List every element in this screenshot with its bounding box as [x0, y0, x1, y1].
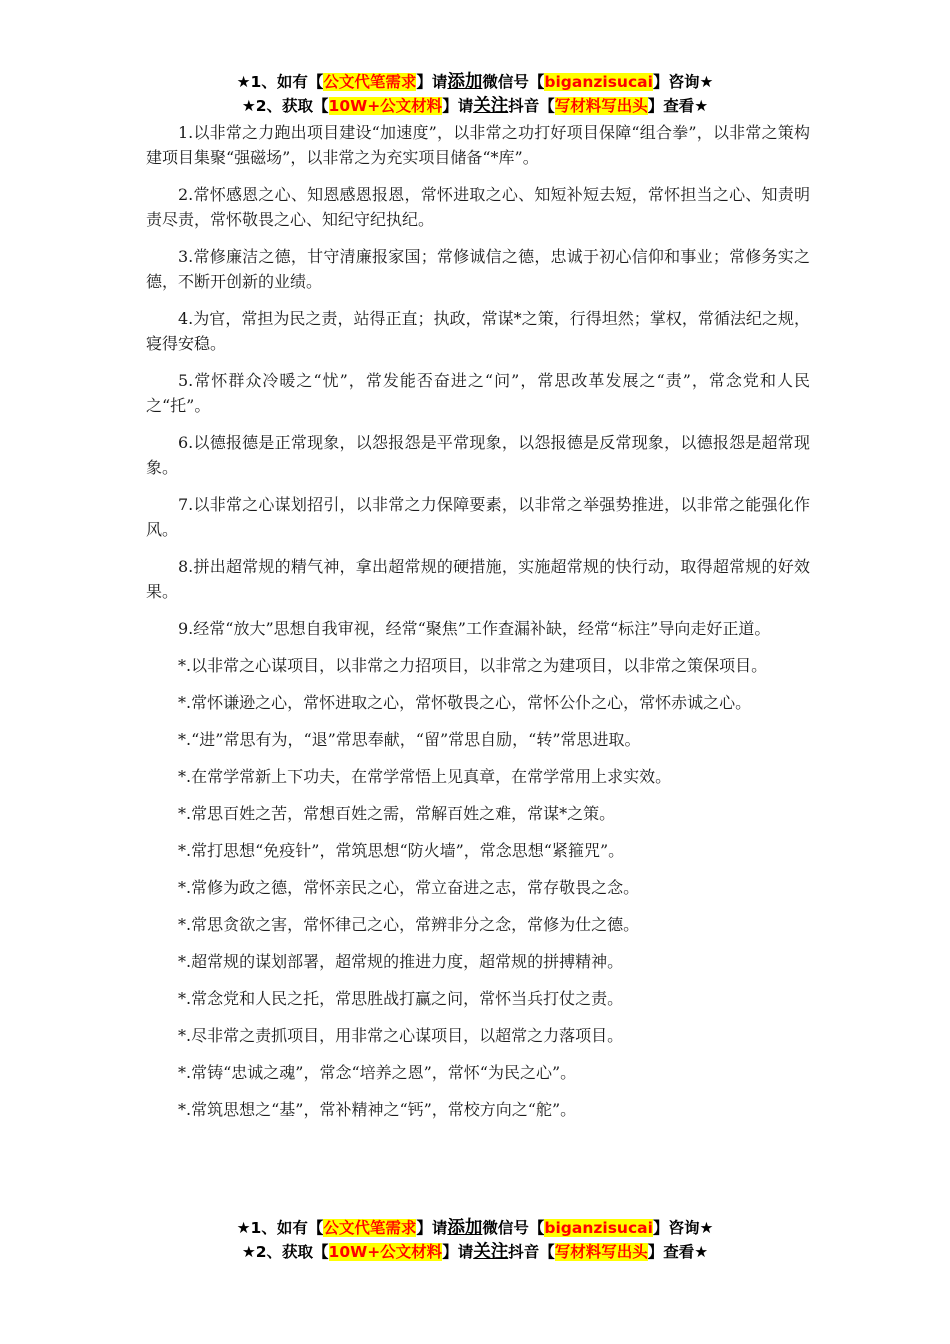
- banner-line-2: [0, 1240, 950, 1264]
- banner-emphasis: 关注: [473, 1242, 509, 1262]
- paragraph: 9.经常“放大”思想自我审视，经常“聚焦”工作查漏补缺，经常“标注”导向走好正道。: [178, 619, 771, 638]
- banner-text: ★2、获取【: [241, 97, 329, 115]
- paragraph: 7.以非常之心谋划招引，以非常之力保障要素，以非常之举强势推进，以非常之能强化作风。: [146, 495, 810, 539]
- paragraph: 5.常怀群众冷暖之“忧”，常发能否奋进之“问”，常思改革发展之“责”，常念党和人民之“托”。: [146, 371, 810, 415]
- header-banner: [0, 70, 950, 118]
- footer-banner: [0, 1216, 950, 1264]
- paragraph: *.常打思想“免疫针”，常筑思想“防火墙”，常念思想“紧箍咒”。: [178, 841, 625, 860]
- paragraph: 1.以非常之力跑出项目建设“加速度”，以非常之功打好项目保障“组合拳”，以非常之策构建项目集聚“强磁场”，以非常之为充实项目储备“*库”。: [146, 123, 810, 167]
- paragraph: *.以非常之心谋项目，以非常之力招项目，以非常之为建项目，以非常之策保项目。: [178, 656, 768, 675]
- paragraph: 2.常怀感恩之心、知恩感恩报恩，常怀进取之心、知短补短去短，常怀担当之心、知责明责尽责，常怀敬畏之心、知纪守纪执纪。: [146, 185, 810, 229]
- paragraph: 3.常修廉洁之德，甘守清廉报家国；常修诚信之德，忠诚于初心信仰和事业；常修务实之德，不断开创新的业绩。: [146, 247, 810, 291]
- highlight-douyin-account: 写材料写出头: [554, 97, 648, 115]
- banner-line-2: [0, 94, 950, 118]
- banner-line-1: [0, 1216, 950, 1240]
- banner-text: 】请: [442, 1243, 474, 1261]
- document-body: [146, 120, 810, 1134]
- paragraph: *.“进”常思有为，“退”常思奉献，“留”常思自励，“转”常思进取。: [178, 730, 641, 749]
- highlight-materials: 10W+公文材料: [328, 97, 443, 115]
- paragraph: *.在常学常新上下功夫，在常学常悟上见真章，在常学常用上求实效。: [178, 767, 672, 786]
- banner-line-1: [0, 70, 950, 94]
- banner-text: 】请: [416, 73, 448, 91]
- paragraph: *.常思百姓之苦，常想百姓之需，常解百姓之难，常谋*之策。: [178, 804, 616, 823]
- paragraph: *.常铸“忠诚之魂”，常念“培养之恩”，常怀“为民之心”。: [178, 1063, 577, 1082]
- paragraph: *.常怀谦逊之心，常怀进取之心，常怀敬畏之心，常怀公仆之心，常怀赤诚之心。: [178, 693, 752, 712]
- banner-text: 抖音【: [508, 1243, 555, 1261]
- banner-emphasis: 添加: [447, 1218, 483, 1238]
- paragraph: *.常修为政之德，常怀亲民之心，常立奋进之志，常存敬畏之念。: [178, 878, 640, 897]
- banner-text: 微信号【: [482, 1219, 545, 1237]
- banner-text: 】查看★: [647, 1243, 709, 1261]
- banner-text: ★2、获取【: [241, 1243, 329, 1261]
- paragraph: *.常思贪欲之害，常怀律己之心，常辨非分之念，常修为仕之德。: [178, 915, 640, 934]
- paragraph: *.常筑思想之“基”，常补精神之“钙”，常校方向之“舵”。: [178, 1100, 577, 1119]
- banner-text: 】咨询★: [652, 73, 714, 91]
- paragraph: *.超常规的谋划部署，超常规的推进力度，超常规的拼搏精神。: [178, 952, 624, 971]
- banner-text: 】请: [442, 97, 474, 115]
- banner-text: ★1、如有【: [236, 73, 324, 91]
- banner-text: 微信号【: [482, 73, 545, 91]
- highlight-service: 公文代笔需求: [323, 1219, 417, 1237]
- highlight-materials: 10W+公文材料: [328, 1243, 443, 1261]
- banner-emphasis: 关注: [473, 96, 509, 116]
- banner-text: 】咨询★: [652, 1219, 714, 1237]
- banner-emphasis: 添加: [447, 72, 483, 92]
- highlight-service: 公文代笔需求: [323, 73, 417, 91]
- paragraph: 4.为官，常担为民之责，站得正直；执政，常谋*之策，行得坦然；掌权，常循法纪之规，寝得安稳。: [146, 309, 810, 353]
- banner-text: ★1、如有【: [236, 1219, 324, 1237]
- paragraph: 8.拼出超常规的精气神，拿出超常规的硬措施，实施超常规的快行动，取得超常规的好效果。: [146, 557, 810, 601]
- highlight-douyin-account: 写材料写出头: [554, 1243, 648, 1261]
- banner-text: 】请: [416, 1219, 448, 1237]
- banner-text: 】查看★: [647, 97, 709, 115]
- paragraph: *.常念党和人民之托，常思胜战打赢之问，常怀当兵打仗之责。: [178, 989, 624, 1008]
- highlight-wechat-id: biganzisucai: [544, 1219, 653, 1237]
- highlight-wechat-id: biganzisucai: [544, 73, 653, 91]
- banner-text: 抖音【: [508, 97, 555, 115]
- paragraph: 6.以德报德是正常现象，以怨报怨是平常现象，以怨报德是反常现象，以德报怨是超常现象。: [146, 433, 810, 477]
- paragraph: *.尽非常之责抓项目，用非常之心谋项目，以超常之力落项目。: [178, 1026, 624, 1045]
